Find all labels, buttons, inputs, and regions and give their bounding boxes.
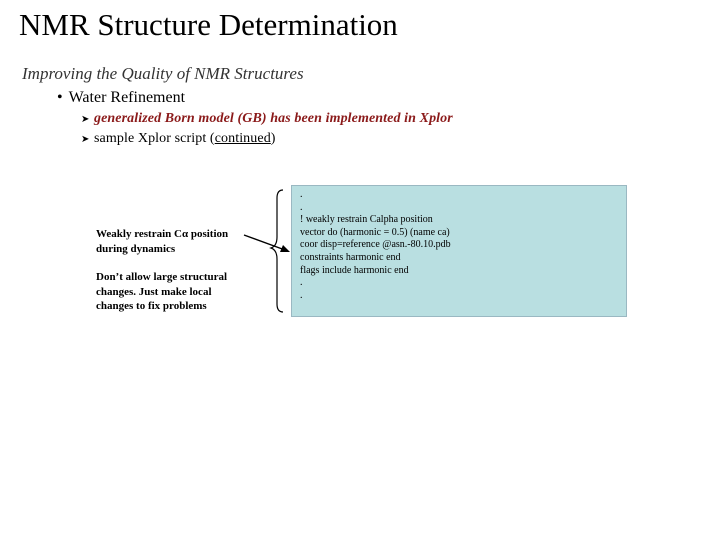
arrowhead-icon: ➤ [81,134,90,145]
arrowhead-icon: ➤ [81,114,90,125]
code-line: . [300,189,303,200]
sub-bullet-close: ) [270,131,276,146]
code-block [291,185,627,317]
arrow-icon [244,235,290,252]
code-line: . [300,277,303,289]
annotation-line: changes. Just make local [96,285,212,298]
annotation-line: Don’t allow large structural [96,271,228,283]
code-line: coor disp=reference @asn.-80.10.pdb [300,239,451,251]
annotation-line: Weakly restrain Cα position [96,228,229,240]
annotation-line: during dynamics [96,242,176,255]
code-line: . [300,201,303,213]
code-line: vector do (harmonic = 0.5) (name ca) [300,226,450,238]
annotation-line: changes to fix problems [96,300,207,312]
sub-bullet-label: generalized Born model (GB) has been implemented in Xplor [94,111,453,126]
code-line: constraints harmonic end [300,251,401,263]
code-line: ! weakly restrain Calpha position [300,214,433,226]
code-line: . [300,289,303,301]
code-line: flags include harmonic end [300,264,409,276]
bullet-label: Water Refinement [68,89,186,106]
slide-subtitle: Improving the Quality of NMR Structures [22,64,304,83]
round-bullet-icon: • [57,89,63,106]
slide-title: NMR Structure Determination [19,7,398,42]
continued-link[interactable]: continued [214,131,271,146]
sub-bullet-label: sample Xplor script ( [94,131,215,146]
